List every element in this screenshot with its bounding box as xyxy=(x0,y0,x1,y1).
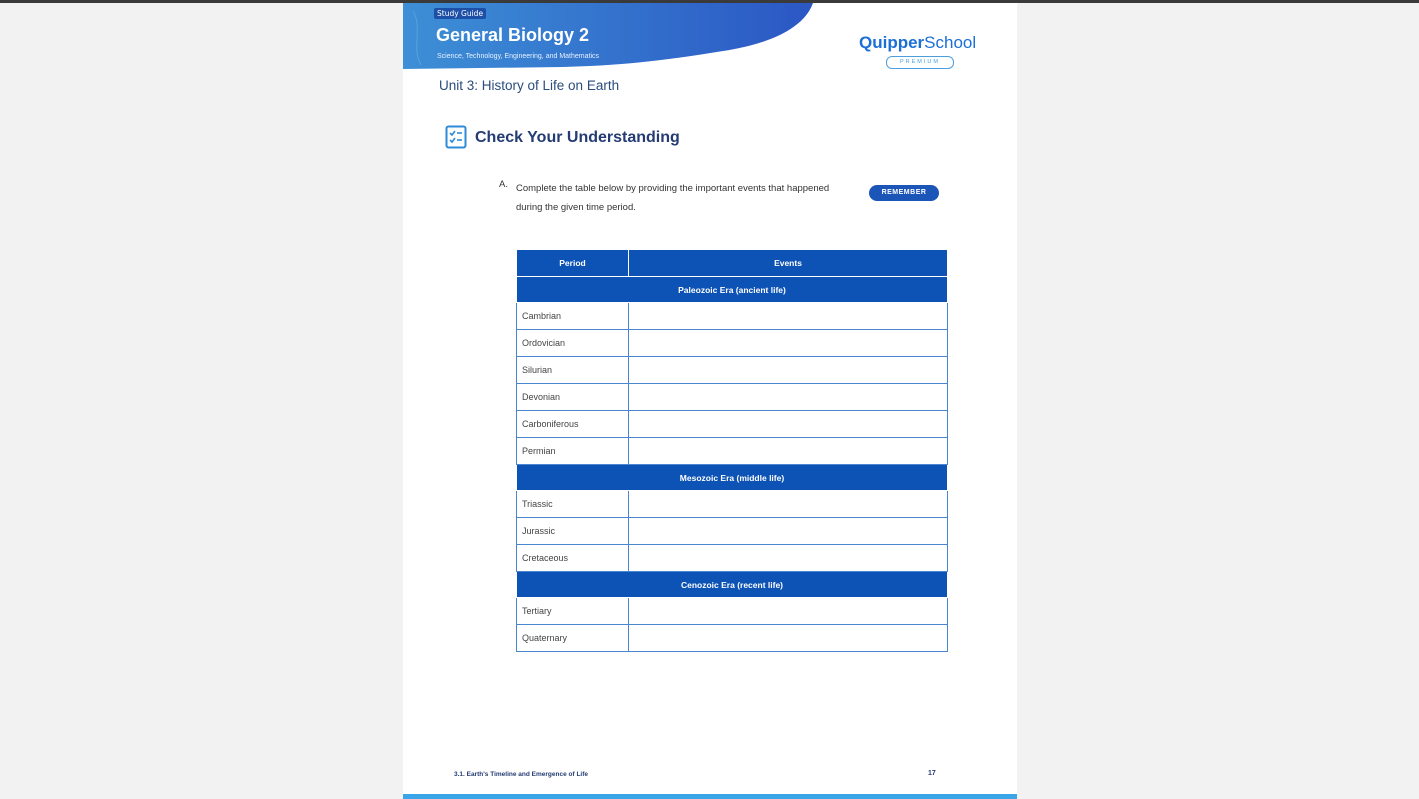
era-row-paleozoic xyxy=(517,277,948,303)
table-row xyxy=(517,438,948,465)
events-cell[interactable] xyxy=(629,518,948,545)
era-label: Paleozoic Era (ancient life) xyxy=(517,277,948,303)
brand-logo xyxy=(859,33,976,53)
table-row xyxy=(517,384,948,411)
remember-button[interactable]: REMEMBER xyxy=(869,185,939,201)
events-cell[interactable] xyxy=(629,491,948,518)
period-cell: Silurian xyxy=(517,357,629,384)
events-cell[interactable] xyxy=(629,357,948,384)
period-cell: Carboniferous xyxy=(517,411,629,438)
table-row xyxy=(517,411,948,438)
events-cell[interactable] xyxy=(629,411,948,438)
page-number: 17 xyxy=(928,770,936,777)
study-guide-badge: Study Guide xyxy=(434,8,486,19)
table-header-row xyxy=(517,250,948,277)
footer-bar xyxy=(403,794,1017,799)
period-cell: Jurassic xyxy=(517,518,629,545)
unit-title: Unit 3: History of Life on Earth xyxy=(439,78,620,93)
period-cell: Ordovician xyxy=(517,330,629,357)
table-row xyxy=(517,598,948,625)
period-cell: Devonian xyxy=(517,384,629,411)
table-row xyxy=(517,491,948,518)
period-cell: Cretaceous xyxy=(517,545,629,572)
instruction-text: Complete the table below by providing the important events that happened during the given time period. xyxy=(516,183,830,213)
column-header-period: Period xyxy=(517,250,629,277)
footer-section-label: 3.1. Earth's Timeline and Emergence of Life xyxy=(454,771,588,778)
period-cell: Permian xyxy=(517,438,629,465)
events-cell[interactable] xyxy=(629,384,948,411)
era-row-mesozoic xyxy=(517,465,948,491)
events-cell[interactable] xyxy=(629,303,948,330)
column-header-events: Events xyxy=(629,250,948,277)
era-label: Mesozoic Era (middle life) xyxy=(517,465,948,491)
events-cell[interactable] xyxy=(629,625,948,652)
table-row xyxy=(517,625,948,652)
checklist-icon xyxy=(445,125,467,149)
era-row-cenozoic xyxy=(517,572,948,598)
brand-name-bold: Quipper xyxy=(859,33,925,52)
brand-premium-tag: PREMIUM xyxy=(886,56,954,69)
table-row xyxy=(517,545,948,572)
course-subtitle: Science, Technology, Engineering, and Mathematics xyxy=(437,53,600,60)
course-title: General Biology 2 xyxy=(436,25,590,45)
period-cell: Quaternary xyxy=(517,625,629,652)
period-cell: Cambrian xyxy=(517,303,629,330)
era-label: Cenozoic Era (recent life) xyxy=(517,572,948,598)
brand-name-regular: School xyxy=(924,33,977,52)
period-cell: Triassic xyxy=(517,491,629,518)
document-page xyxy=(403,3,1017,799)
instruction-letter: A. xyxy=(499,179,508,190)
events-cell[interactable] xyxy=(629,330,948,357)
section-title: Check Your Understanding xyxy=(475,129,680,146)
table-row xyxy=(517,357,948,384)
period-cell: Tertiary xyxy=(517,598,629,625)
events-cell[interactable] xyxy=(629,598,948,625)
table-row xyxy=(517,518,948,545)
periods-events-table xyxy=(516,249,948,652)
events-cell[interactable] xyxy=(629,545,948,572)
events-cell[interactable] xyxy=(629,438,948,465)
table-row xyxy=(517,330,948,357)
table-row xyxy=(517,303,948,330)
